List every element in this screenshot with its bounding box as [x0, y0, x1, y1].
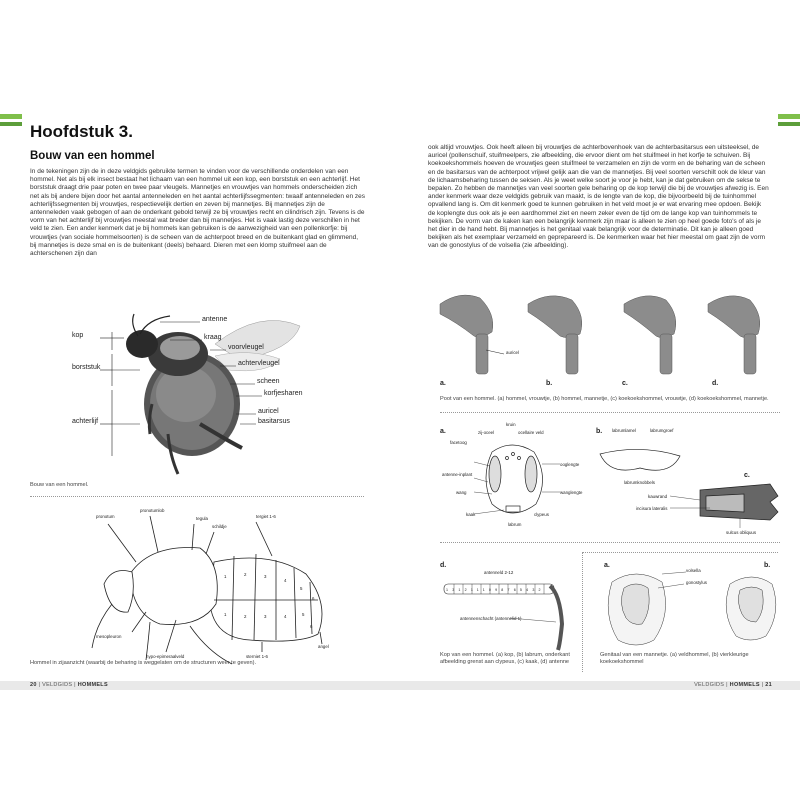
- left-page: [0, 104, 400, 690]
- chapter-title: Hoofdstuk 3.: [30, 122, 133, 141]
- antenna-segment: 8: [501, 588, 508, 592]
- segment-number: 1: [224, 612, 227, 617]
- side-label: tegula: [196, 516, 208, 521]
- labrum-label: labrumgroef: [650, 428, 674, 433]
- bee-label-right: scheen: [257, 378, 280, 385]
- antenna-segment: 5: [519, 588, 527, 592]
- figure-letter: b.: [764, 562, 771, 569]
- footer-title: HOMMELS: [729, 682, 760, 688]
- paragraph: In de tekeningen zijn de in deze veldgids gebruikte termen te vinden voor de verschillende onderdelen van een hommel. Net als bij elk insect bestaat het lichaam van een hommel uit een kop, een borststuk en een achterlijf. Het borststuk draagt drie paar poten en twee paar vleugels. Mannetjes en vrouwtjes van hommels onderscheiden zich net als bij andere bijen door het aantal antenneleden en het aantal achterlijfssegmenten: twaalf antenneleden en zes achterlijfssegmenten bij vrouwtjes, respectievelijk dertien en zeven bij mannetjes. Bij mannetjes zijn de antenneleden vaak gebogen of aan de onderkant gebold terwijl ze bij vrouwtjes recht en cilindrisch zijn. Tevens is de vorm van het achterlijf bij vrouwtjes meestal wat breder dan bij mannetjes. Het is vaak lastig deze verschillen in het veld te zien.: [30, 168, 365, 233]
- figure-letter: a.: [604, 562, 610, 569]
- genitalia-illustration: [400, 104, 800, 690]
- antenna-segment: 11: [470, 588, 483, 592]
- footer-title: HOMMELS: [77, 682, 108, 688]
- bee-label-right: kraag: [204, 334, 222, 341]
- antenna-segment: 3: [532, 588, 539, 592]
- head-label: wanglengte: [560, 490, 583, 495]
- labrum-label: labrumknobbels: [624, 480, 655, 485]
- segment-number: 2: [244, 572, 247, 577]
- head-label: ocellaire veld: [518, 430, 544, 435]
- side-label: angel: [318, 644, 329, 649]
- genital-label: gonostylus: [686, 580, 707, 585]
- head-label: antenne-inplant: [442, 472, 473, 477]
- head-caption: Kop van een hommel. (a) kop, (b) labrum, onderkant afbeelding grenst aan clypeus, (c) kaak, (d) antenne: [440, 652, 570, 665]
- page-number: 21: [765, 682, 772, 688]
- antenna-segment: 10: [482, 588, 496, 592]
- footer-series: VELDGIDS: [694, 682, 725, 688]
- head-label: ooglengte: [560, 462, 580, 467]
- side-label: mesopleuron: [96, 634, 122, 639]
- legs-caption: Poot van een hommel. (a) hommel, vrouwtje, (b) hommel, mannetje, (c) koekoekshommel, vrouwtje, (d) koekoekshommel, mannetje.: [440, 396, 769, 402]
- genital-label: volsella: [686, 568, 701, 573]
- side-label: sterniet 1-6: [246, 654, 268, 659]
- head-label: zij-oceel: [478, 430, 495, 435]
- antenna-segment: 2: [538, 588, 545, 592]
- head-label: kruin: [506, 422, 516, 427]
- bee-label-right: auricel: [258, 408, 279, 415]
- segment-number: 1: [224, 574, 227, 579]
- figure-letter: a.: [440, 428, 446, 435]
- side-caption: Hommel in zijaanzicht (waarbij de beharing is weggelaten om de structuren weer te geven).: [30, 660, 257, 666]
- segment-number: 3: [264, 574, 267, 579]
- footer-series: VELDGIDS: [42, 682, 73, 688]
- bee-label-left: borststuk: [72, 364, 101, 371]
- genital-caption: Genitaal van een mannetje. (a) veldhommel, (b) vierkleurige koekoekshommel: [600, 652, 749, 665]
- bee-label-right: voorvleugel: [228, 344, 264, 351]
- bee-label-left: achterlijf: [72, 418, 99, 425]
- side-view-illustration: [0, 104, 400, 690]
- figure-letter: d.: [712, 380, 719, 387]
- head-label: facetoog: [450, 440, 467, 445]
- labrum-label: labrumlamel: [612, 428, 636, 433]
- segment-number: 5: [300, 586, 303, 591]
- segment-number: 6: [310, 624, 313, 629]
- figure-letter: a.: [440, 380, 446, 387]
- segment-number: 4: [284, 614, 287, 619]
- bee-label-left: kop: [72, 332, 84, 339]
- bee-label-right: antenne: [202, 316, 228, 323]
- head-label: wang: [456, 490, 467, 495]
- side-label: tergiet 1-6: [256, 514, 276, 519]
- antenna-segment: 7: [507, 588, 514, 592]
- side-label: pronotum: [96, 514, 115, 519]
- segment-number: 3: [264, 614, 267, 619]
- figure-letter: b.: [596, 428, 603, 435]
- page-number: 20: [30, 682, 37, 688]
- section-title: Bouw van een hommel: [30, 150, 155, 162]
- antenna-label: antenneld 2-12: [484, 570, 514, 575]
- head-label: labrum: [508, 522, 522, 527]
- figure-letter: c.: [744, 472, 750, 479]
- paragraph: ook altijd vrouwtjes. Ook heeft alleen bij vrouwtjes de achterbovenhoek van de achterbasitarsus een uitsteeksel, de auricel (pollenschuif, stuifmeelpers, zie afbeelding, die ervoor dient om het stuifmeel in het korfje te schuiven. Bij koekoekshommels hoeven de vrouwtjes geen stuifmeel te verzamelen en zijn de vorm en de beharing van de scheen en de basitarsus van de achterpoot vrijwel gelijk aan die van de mannetjes. Bij veel soorten verschilt ook de kleur van de lichaamsbeharing tussen de seksen. Als je weet welke soort je voor je hebt, kan je dat gebruiken om de sekse te bepalen. Zo hebben de mannetjes van veel soorten gele beharing op de kop terwijl die bij de vrouwtjes afwezig is. Een ander kenmerk waar deze veldgids gebruik van maakt, is de lengte van de kop, die bijvoorbeeld bij de tuinhommel opvallend lang is. Om dit kenmerk goed te kunnen gebruiken in het veld moet je er wat ervaring mee opdoen. Bekijk de koplengte dus ook als je een aardhommel ziet en neem zeker even de tijd om de lange kop van tuinhommels te bekijken. De vorm van de kaken kan een belangrijk kenmerk zijn maar is alleen te zien op heel goede foto's of als je het dier in de hand hebt. Bij mannetjes is het genitaal vaak belangrijk voor de determinatie. Dit kan je alleen goed bekijken als het exemplaar verzameld en geprepareerd is. De kenmerken waar het hier meestal om gaat zijn de vorm van de gonostylus of de volsella (zie afbeelding).: [428, 144, 769, 250]
- mandible-label: incisura lateralis: [636, 506, 668, 511]
- antenna-segment: 9: [495, 588, 502, 592]
- antenna-label: antennenschacht (antennelid 1): [460, 616, 522, 621]
- mandible-label: sulcus obliquus: [726, 530, 757, 535]
- right-page: [400, 104, 800, 690]
- segment-number: 6: [312, 596, 315, 601]
- paragraph: Een ander kenmerk dat je bij hommels kan gebruiken is de aanwezigheid van een pollenkorfje: bij vrouwtjes (van sociale hommelsoorten) is de scheen van de achterpoot breed en de buitenkant glad en glimmend, bij mannetjes is deze smal en is de buitenkant (deels) behaard. Dieren met een klomp stuifmeel aan de achterschenen zijn dan: [30, 225, 359, 258]
- antenna-segment: 6: [513, 588, 520, 592]
- antenna-segment: 13: [446, 588, 459, 592]
- bee-label-right: korfjesharen: [264, 390, 303, 397]
- page-footer: VELDGIDS | HOMMELS | 21: [400, 681, 800, 690]
- side-label: hypo-epimeraalveld: [146, 654, 185, 659]
- side-label: schildje: [212, 524, 227, 529]
- bee-label-right: basitarsus: [258, 418, 290, 425]
- antenna-segment: 4: [526, 588, 533, 592]
- head-label: clypeus: [534, 512, 549, 517]
- page-footer: 20 | VELDGIDS | HOMMELS: [0, 681, 400, 690]
- mandible-label: kauwrand: [648, 494, 668, 499]
- figure-letter: d.: [440, 562, 447, 569]
- segment-number: 4: [284, 578, 287, 583]
- figure-letter: b.: [546, 380, 553, 387]
- bee-caption: Bouw van een hommel.: [30, 482, 89, 488]
- auricel-label: auricel: [506, 350, 519, 355]
- head-label: kaak: [466, 512, 476, 517]
- segment-number: 2: [244, 614, 247, 619]
- bee-label-right: achtervleugel: [238, 360, 280, 367]
- segment-number: 5: [302, 612, 305, 617]
- figure-letter: c.: [622, 380, 628, 387]
- antenna-segment: 12: [458, 588, 471, 592]
- side-label: pronotumlob: [140, 508, 165, 513]
